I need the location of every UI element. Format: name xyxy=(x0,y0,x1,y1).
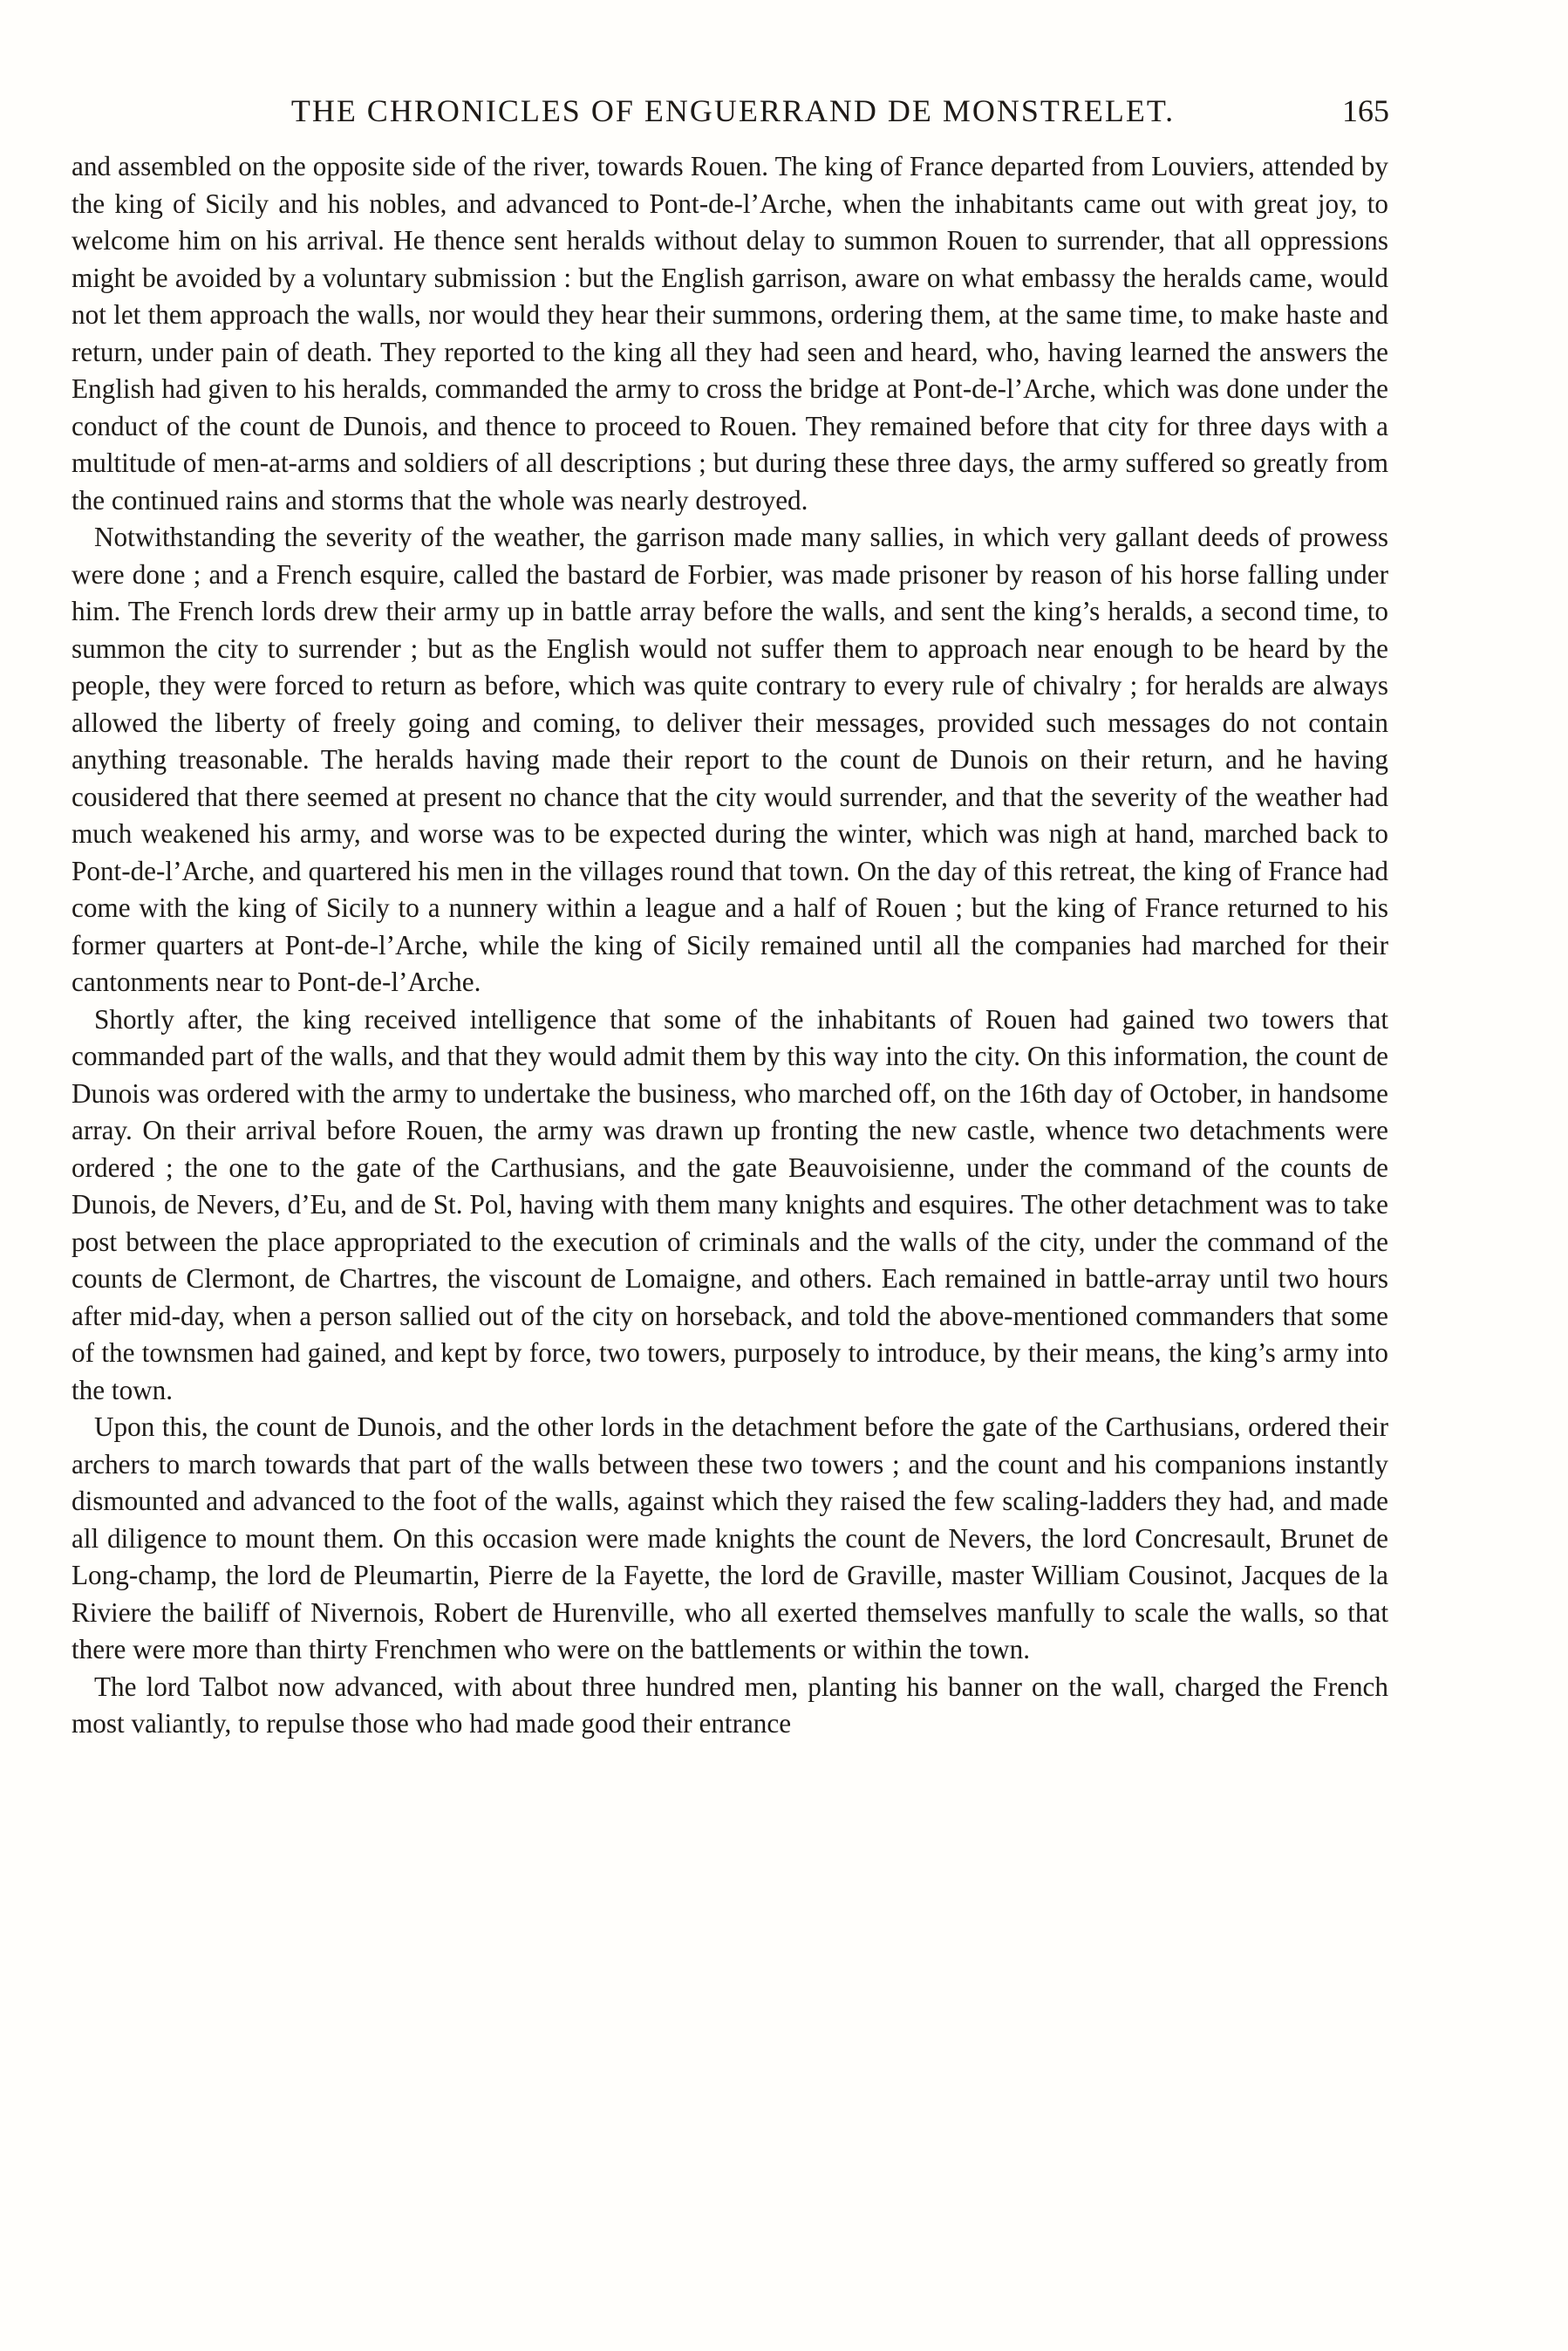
running-title: THE CHRONICLES OF ENGUERRAND DE MONSTRELET. xyxy=(290,93,1176,128)
page-number: 165 xyxy=(1342,93,1389,128)
paragraph: Upon this, the count de Dunois, and the other lords in the detachment before the gate of the Carthusians, ordered their archers to march towards that part of the walls between these two towers ; and the count and his companions instantly dismounted and advanced to the foot of the walls, against which they raised the few scaling-ladders they had, and made all diligence to mount them. On this occasion were made knights the count de Nevers, the lord Concresault, Brunet de Long-champ, the lord de Pleumartin, Pierre de la Fayette, the lord de Graville, master William Cousinot, Jacques de la Riviere the bailiff of Nivernois, Robert de Hurenville, who all exerted themselves manfully to scale the walls, so that there were more than thirty Frenchmen who were on the battlements or within the town. xyxy=(72,1411,1388,1664)
body-text xyxy=(72,148,1388,1743)
paragraph: and assembled on the opposite side of the river, towards Rouen. The king of France departed from Louviers, attended by the king of Sicily and his nobles, and advanced to Pont-de-l’Arche, when the inhabitants came out with great joy, to welcome him on his arrival. He thence sent heralds without delay to summon Rouen to surrender, that all oppressions might be avoided by a voluntary submission : but the English garrison, aware on what embassy the heralds came, would not let them approach the walls, nor would they hear their summons, ordering them, at the same time, to make haste and return, under pain of death. They reported to the king all they had seen and heard, who, having learned the answers the English had given to his heralds, commanded the army to cross the bridge at Pont-de-l’Arche, which was done under the conduct of the count de Dunois, and thence to proceed to Rouen. They remained before that city for three days with a multitude of men-at-arms and soldiers of all descriptions ; but during these three days, the army suffered so greatly from the continued rains and storms that the whole was nearly destroyed. xyxy=(72,151,1388,516)
paragraph: Shortly after, the king received intelligence that some of the inhabitants of Rouen had gained two towers that commanded part of the walls, and that they would admit them by this way into the city. On this information, the count de Dunois was ordered with the army to undertake the business, who marched off, on the 16th day of October, in handsome array. On their arrival before Rouen, the army was drawn up fronting the new castle, whence two detachments were ordered ; the one to the gate of the Carthusians, and the gate Beauvoisienne, under the command of the counts de Dunois, de Nevers, d’Eu, and de St. Pol, having with them many knights and esquires. The other detachment was to take post between the place appropriated to the execution of criminals and the walls of the city, under the command of the counts de Clermont, de Chartres, the viscount de Lomaigne, and others. Each remained in battle-array until two hours after mid-day, when a person sallied out of the city on horseback, and told the above-mentioned commanders that some of the townsmen had gained, and kept by force, two towers, purposely to introduce, by their means, the king’s army into the town. xyxy=(72,1003,1388,1405)
paragraph: Notwithstanding the severity of the weather, the garrison made many sallies, in which very gallant deeds of prowess were done ; and a French esquire, called the bastard de Forbier, was made prisoner by reason of his horse falling under him. The French lords drew their army up in battle array before the walls, and sent the king’s heralds, a second time, to summon the city to surrender ; but as the English would not suffer them to approach near enough to be heard by the people, they were forced to return as before, which was quite contrary to every rule of chivalry ; for heralds are always allowed the liberty of freely going and coming, to deliver their messages, provided such messages do not contain anything treasonable. The heralds having made their report to the count de Dunois on their return, and he having cousidered that there seemed at present no chance that the city would surrender, and that the severity of the weather had much weakened his army, and worse was to be expected during the winter, which was nigh at hand, marched back to Pont-de-l’Arche, and quartered his men in the villages round that town. On the day of this retreat, the king of France had come with the king of Sicily to a nunnery within a league and a half of Rouen ; but the king of France returned to his former quarters at Pont-de-l’Arche, while the king of Sicily remained until all the companies had marched for their cantonments near to Pont-de-l’Arche. xyxy=(72,522,1388,997)
paragraph: The lord Talbot now advanced, with about three hundred men, planting his banner on the wall, charged the French most valiantly, to repulse those who had made good their entrance xyxy=(72,1671,1388,1739)
running-head xyxy=(77,89,1389,133)
